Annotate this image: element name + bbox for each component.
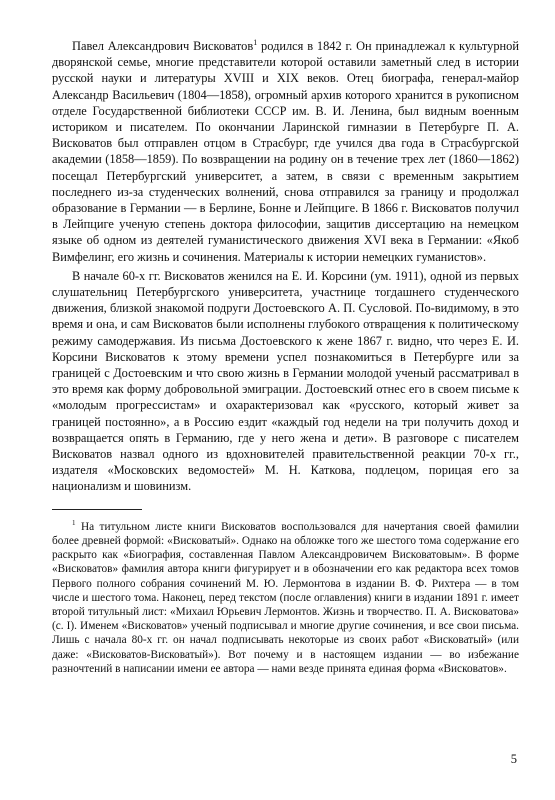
body-paragraph-1	[52, 38, 519, 265]
footnote-marker: 1	[72, 518, 76, 527]
page-number: 5	[510, 752, 517, 766]
paragraph-1-start: Павел Александрович Висковатов	[72, 39, 254, 53]
paragraph-1-rest: родился в 1842 г. Он принадлежал к культурной дворянской семье, многие представители которой оставили заметный след в истории русской науки и литературы XVIII и XIX веков. Отец биографа, генерал-майор Александр Васильевич (1804—1858), огромный архив которого хранится в рукописном отделе Государственной библиотеки СССР им. В. И. Ленина, был видным военным историком и писателем. По окончании Ларинской гимназии в Петербурге П. А. Висковатов был отправлен отцом в Страсбург, где учился два года в Страсбургской академии (1858—1859). По возвращении на родину он в течение трех лет (1860—1862) посещал Петербургский университет, а затем, в связи с временным закрытием последнего из-за студенческих волнений, снова отправился за границу и продолжал образование в Германии — в Берлине, Бонне и Лейпциге. В 1866 г. Висковатов получил в Лейпциге ученую степень доктора философии, защитив диссертацию на немецком языке об одном из деятелей гуманистического движения XVI века в Германии: «Якоб Вимфелинг, его жизнь и сочинения. Материалы к истории немецких гуманистов».	[52, 39, 519, 264]
footnote-divider	[52, 509, 142, 510]
footnote-reference: 1	[253, 37, 258, 47]
footnote-text: На титульном листе книги Висковатов воспользовался для начертания своей фамилии более древней формой: «Висковатый». Однако на обложке того же шестого тома содержание его раскрыто как «Биография, составленная Павлом Александровичем Висковатовым». В форме «Висковатов» фамилия автора книги фигурирует и в обозначении его как редактора всех томов Первого полного собрания сочинений М. Ю. Лермонтова в издании В. Ф. Рихтера — в том числе и шестого тома. Наконец, перед текстом (после оглавления) книги в издании 1891 г. имеет второй титульный лист: «Михаил Юрьевич Лермонтов. Жизнь и творчество. П. А. Висковатова» (с. I). Именем «Висковатов» ученый подписывал и многие другие сочинения, и все свои письма. Лишь с начала 80-х гг. он начал подписывать некоторые из своих работ «Висковатый» (или даже: «Висковатов-Висковатый»). Вот почему и в настоящем издании — во избежание разночтений в написании имени ее автора — нами везде принята единая форма «Висковатов».	[52, 520, 519, 675]
body-paragraph-2: В начале 60-х гг. Висковатов женился на Е. И. Корсини (ум. 1911), одной из первых слушательниц Петербургского университета, участнице тогдашнего студенческого движения, близкой знакомой подруги Достоевского А. П. Сусловой. По-видимому, в это время и она, и сам Висковатов были исполнены глубокого отвращения к политическому режиму самодержавия. Из письма Достоевского к жене 1867 г. видно, что через Е. И. Корсини Висковатов к этому времени успел познакомиться в Петербурге или за границей с Достоевским и что свою жизнь в Германии молодой ученый рассматривал в это время как форму добровольной эмиграции. Достоевский отнес его в своем письме к «молодым прогрессистам» и охарактеризовал как «русского, который живет за границей постоянно», а в Россию ездит «каждый год недели на три получить доход и возвращается опять в Германию, где у него жена и дети». В разговоре с писателем Висковатов назвал одного из вдохновителей правительственной реакции 70-х гг., издателя «Московских ведомостей» М. Н. Каткова, подлецом, порицая его за национализм и шовинизм.	[52, 268, 519, 494]
footnote	[52, 520, 519, 676]
